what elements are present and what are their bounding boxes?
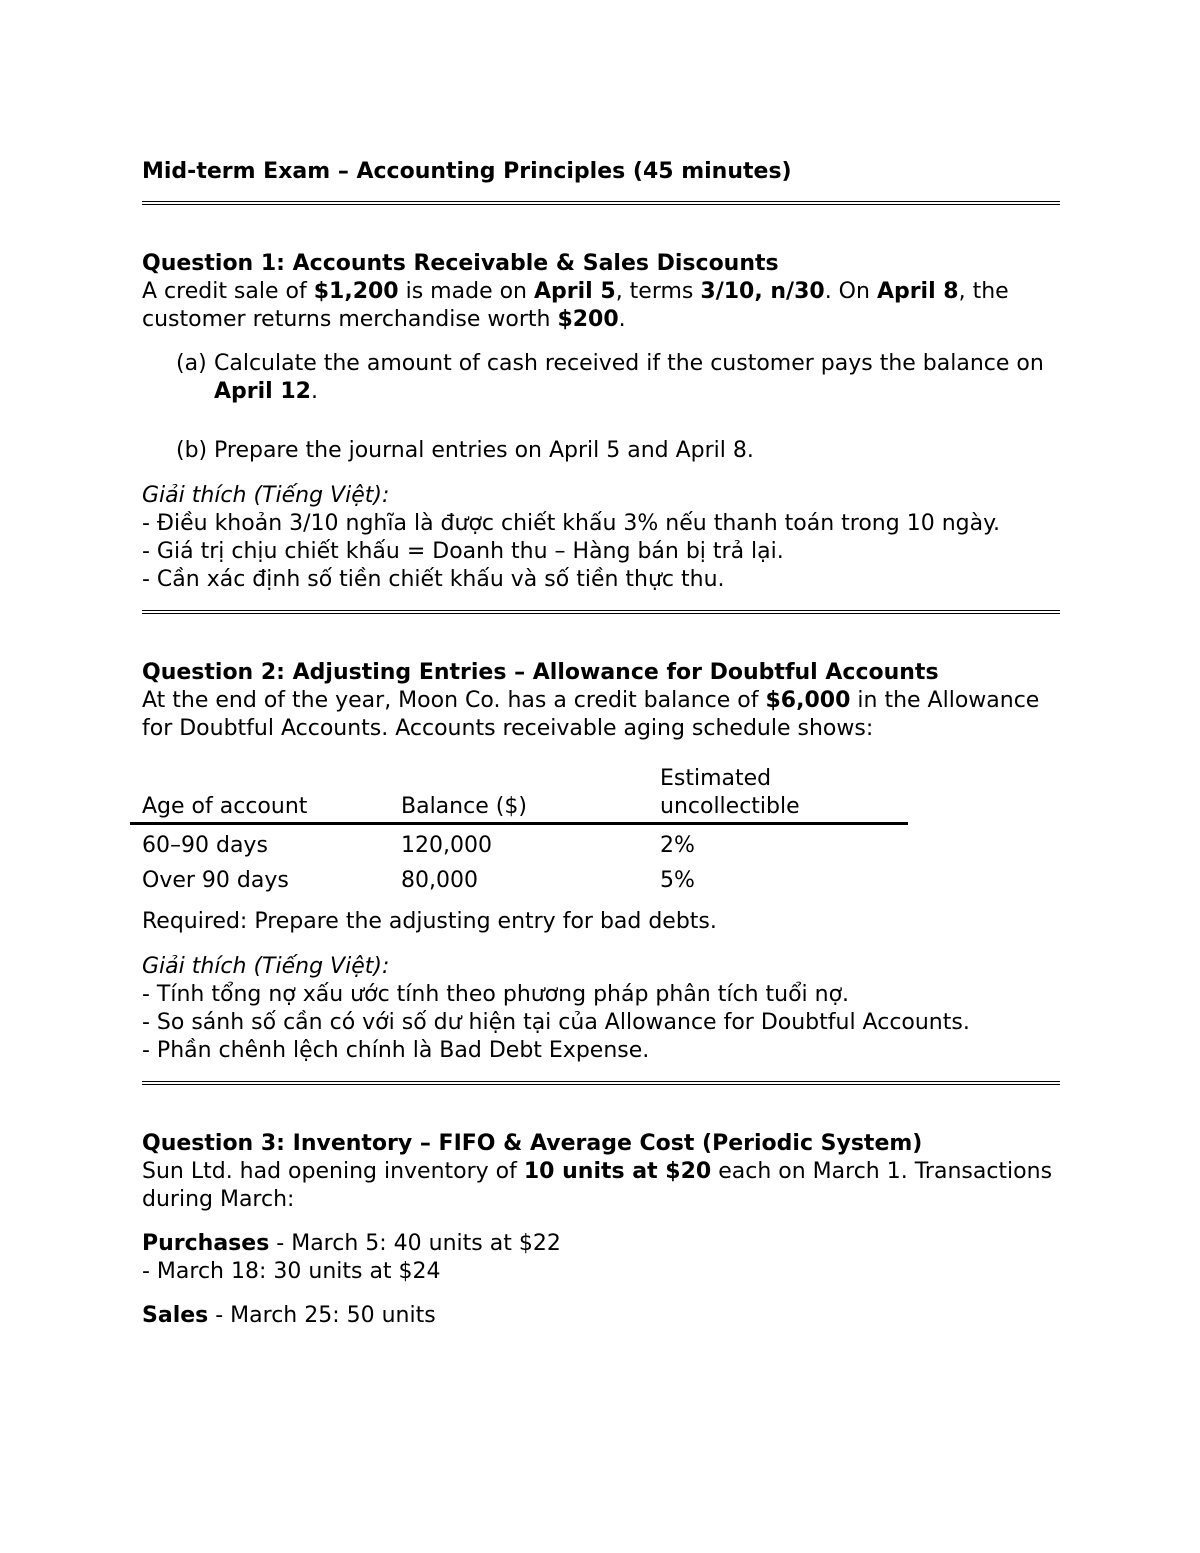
sale-item: - March 25: 50 units (208, 1303, 436, 1328)
table-row (130, 824, 908, 861)
table-cell: 120,000 (401, 833, 492, 858)
q2-allowance-balance: $6,000 (765, 688, 851, 713)
part-a (176, 350, 1060, 406)
part-b (176, 437, 1060, 465)
note-heading: Giải thích (Tiếng Việt): (142, 954, 390, 979)
column-header: Balance ($) (401, 794, 527, 819)
question-3 (142, 1130, 1060, 1330)
q2-text: in the Allowance for Doubtful Accounts. Accounts receivable aging schedule shows: (142, 688, 1040, 741)
q1-return-amount: $200 (557, 307, 619, 332)
question-2-note (142, 953, 1060, 1065)
q1-text: , the customer returns merchandise worth (142, 279, 1009, 332)
question-1 (142, 250, 1060, 594)
q1-sale-amount: $1,200 (313, 279, 399, 304)
q1-text: is made on (398, 279, 534, 304)
exam-title: Mid-term Exam – Accounting Principles (45 minutes) (142, 159, 792, 184)
aging-schedule-table (130, 765, 908, 895)
note-heading: Giải thích (Tiếng Việt): (142, 483, 390, 508)
question-3-heading: Question 3: Inventory – FIFO & Average Cost (Periodic System) (142, 1131, 923, 1156)
section-divider (142, 201, 1060, 205)
q1-text: . On (824, 279, 877, 304)
part-b-text: Prepare the journal entries on April 5 and April 8. (214, 438, 754, 463)
part-a-label: (a) (176, 351, 207, 376)
column-header: Estimated uncollectible (660, 766, 800, 819)
note-line: - So sánh số cần có với số dư hiện tại của Allowance for Doubtful Accounts. (142, 1010, 970, 1035)
q1-text: . (618, 307, 626, 332)
q3-opening-inventory: 10 units at $20 (523, 1159, 712, 1184)
part-a-text-1: Calculate the amount of cash received if the customer pays the balance on (214, 351, 1044, 376)
part-a-date: April 12 (214, 379, 311, 404)
q2-text: At the end of the year, Moon Co. has a credit balance of (142, 688, 766, 713)
question-1-heading: Question 1: Accounts Receivable & Sales Discounts (142, 251, 779, 276)
section-divider (142, 610, 1060, 614)
column-header: Age of account (142, 794, 308, 819)
purchases-block (142, 1230, 1060, 1286)
table-cell: 5% (660, 868, 695, 893)
question-2-required: Required: Prepare the adjusting entry for bad debts. (142, 909, 717, 934)
note-line: - Điều khoản 3/10 nghĩa là được chiết khấu 3% nếu thanh toán trong 10 ngày. (142, 511, 1000, 536)
purchase-line: - March 18: 30 units at $24 (142, 1259, 441, 1284)
part-b-label: (b) (176, 438, 208, 463)
q1-text: A credit sale of (142, 279, 314, 304)
question-3-body (142, 1158, 1060, 1214)
question-2-body (142, 687, 1060, 743)
note-line: - Tính tổng nợ xấu ước tính theo phương pháp phân tích tuổi nợ. (142, 982, 850, 1007)
question-2 (142, 659, 1060, 1065)
question-2-heading: Question 2: Adjusting Entries – Allowance for Doubtful Accounts (142, 660, 939, 685)
note-line: - Cần xác định số tiền chiết khấu và số tiền thực thu. (142, 567, 725, 592)
question-1-body (142, 278, 1060, 334)
purchases-label: Purchases (142, 1231, 270, 1256)
q1-sale-date: April 5 (534, 279, 616, 304)
part-a-text-2: . (310, 379, 318, 404)
part-a-text (214, 350, 1060, 406)
table-header-row (130, 765, 908, 824)
note-line: - Giá trị chịu chiết khấu = Doanh thu – Hàng bán bị trả lại. (142, 539, 784, 564)
purchase-item: - March 5: 40 units at $22 (269, 1231, 561, 1256)
sales-label: Sales (142, 1303, 209, 1328)
table-cell: Over 90 days (142, 868, 289, 893)
q1-return-date: April 8 (876, 279, 959, 304)
sales-block (142, 1302, 1060, 1330)
note-line: - Phần chênh lệch chính là Bad Debt Expense. (142, 1038, 650, 1063)
question-1-parts (176, 350, 1060, 465)
question-1-note (142, 482, 1060, 594)
exam-content (142, 158, 1060, 1330)
table-row (130, 860, 908, 895)
purchase-line (142, 1230, 1060, 1258)
section-divider (142, 1081, 1060, 1085)
q1-text: , terms (615, 279, 701, 304)
table-cell: 2% (660, 833, 695, 858)
q1-terms: 3/10, n/30 (700, 279, 825, 304)
sales-line (142, 1302, 1060, 1330)
q3-text: Sun Ltd. had opening inventory of (142, 1159, 524, 1184)
q3-text: each on March 1. Transactions during March: (142, 1159, 1053, 1212)
table-cell: 60–90 days (142, 833, 268, 858)
table-cell: 80,000 (401, 868, 478, 893)
